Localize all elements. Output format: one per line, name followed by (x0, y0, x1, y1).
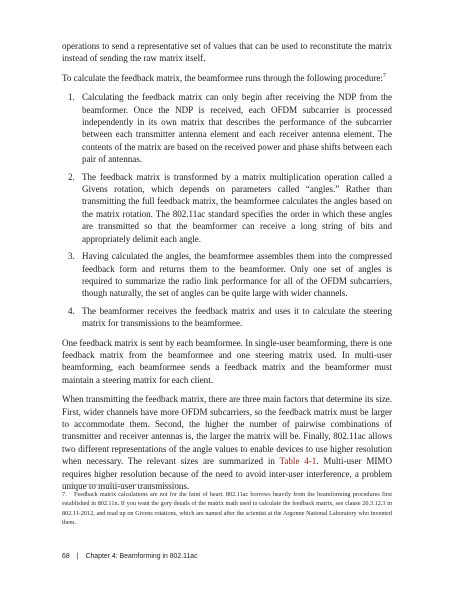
procedure-step (62, 250, 392, 300)
step-text: Calculating the feedback matrix can only begin after receiving the NDP from the beamformer. Once the NDP is received, each OFDM subcarrier is processed independently in its own matrix that describes the performance of the subcarrier between each transmitter antenna element and each receiver antenna element. The contents of the matrix are based on the received power and phase shifts between each pair of antennas. (82, 92, 392, 165)
paragraph-procedure-text: To calculate the feedback matrix, the beamformee runs through the following procedure: (62, 72, 383, 83)
procedure-step (62, 305, 392, 330)
footnote-ref[interactable]: 7 (382, 72, 386, 79)
paragraph-feedback-matrix: One feedback matrix is sent by each beamformee. In single-user beamforming, there is one feedback matrix from the beamformee and one steering matrix used. In multi-user beamforming, each beamformee sends a feedback matrix and the beamformer must maintain a steering matrix for each client. (62, 337, 392, 385)
table-4-1-link[interactable]: Table 4-1 (279, 456, 317, 467)
step-number: 4. (68, 305, 75, 316)
paragraph-size-text-b: . Multi-user MIMO requires higher resolution because of the need to avoid inter-user interference, a problem unique to multi-user transmissions. (62, 456, 392, 491)
procedure-list (62, 91, 392, 329)
footnote-number: 7. (62, 491, 67, 498)
step-number: 3. (68, 251, 75, 262)
step-text: The beamformer receives the feedback matrix and uses it to calculate the steering matrix for transmissions to the beamformee. (82, 305, 392, 329)
footer-separator: | (76, 553, 79, 560)
procedure-step (62, 171, 392, 245)
paragraph-intro: operations to send a representative set of values that can be used to reconstitute the matrix instead of sending the raw matrix itself. (62, 41, 392, 64)
paragraph-procedure-intro (62, 72, 392, 84)
paragraph-size-text-a: When transmitting the feedback matrix, there are three main factors that determine its size. First, wider channels have more OFDM subcarriers, so the feedback matrix must be larger to accommodate them. Second, the higher the number of pairwise combinations of transmitter and receiver antennas is, the larger the matrix will be. Finally, 802.11ac allows two different representations of the angle values to enable devices to use higher resolution when necessary. The relevant sizes are summarized in (62, 394, 392, 467)
step-text: Having calculated the angles, the beamformee assembles them into the compressed feedback form and returns them to the beamformer. Only one set of angles is required to summarize the radio link performance for all of the OFDM subcarriers, though naturally, the set of angles can be quite large with wider channels. (82, 251, 392, 299)
paragraph-matrix-size (62, 393, 392, 492)
step-number: 1. (68, 92, 75, 103)
step-text: The feedback matrix is transformed by a matrix multiplication operation called a Givens rotation, which depends on parameters called “angles.” Rather than transmitting the full feedback matrix, the beamformee calculates the angles based on the matrix rotation. The 802.11ac standard specifies the order in which these angles are transmitted so that the beamformer can receive a long string of bits and appropriately delimit each angle. (82, 171, 392, 244)
page-number: 68 (62, 553, 70, 560)
footnote-text: Feedback matrix calculations are not for the faint of heart. 802.11ac borrows heavily from the beamforming procedures first established in 802.11n. If you want the gory details of the matrix math used to calculate the feedback matrix, see clause 20.3.12.3 in 802.11-2012, and read up on Givens rotations, which are named after the scientist at the Argonne National Laboratory who invented them. (62, 491, 392, 527)
footnote (62, 490, 392, 528)
page-footer (62, 553, 392, 560)
footnote-divider (62, 484, 182, 485)
procedure-step (62, 91, 392, 165)
chapter-title: Chapter 4: Beamforming in 802.11ac (85, 553, 198, 560)
step-number: 2. (68, 171, 75, 182)
page-body (62, 40, 392, 499)
